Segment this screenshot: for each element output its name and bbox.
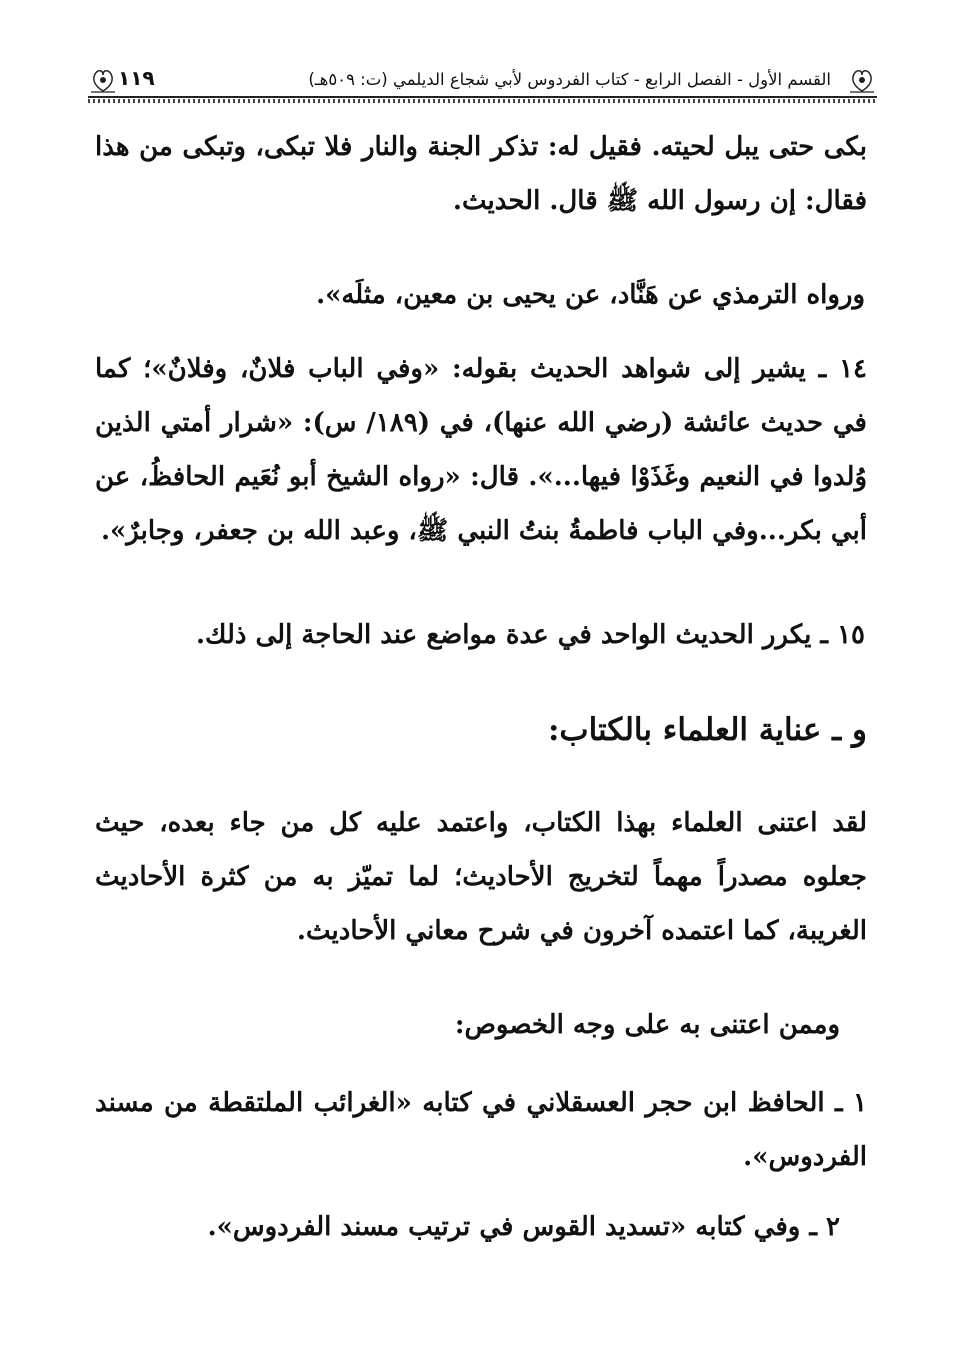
running-header [88,62,877,102]
list-item-1: ١ ـ الحافظ ابن حجر العسقلاني في كتابه «الغرائب الملتقطة من مسند الفردوس». [95,1088,867,1172]
running-header-title: القسم الأول - الفصل الرابع - كتاب الفردوس لأبي شجاع الديلمي (ت: ٥٠٩هـ) [308,70,831,89]
floral-ornament-icon [88,64,118,94]
section-heading: و ـ عناية العلماء بالكتاب: [547,712,867,748]
header-rule [88,96,877,98]
paragraph-specific-attention: وممن اعتنى به على وجه الخصوص: [454,1010,840,1040]
list-item-2: ٢ ـ وفي كتابه «تسديد القوس في ترتيب مسند الفردوس». [207,1212,840,1242]
paragraph-scholars-attention: لقد اعتنى العلماء بهذا الكتاب، واعتمد عليه كل من جاء بعده، حيث جعلوه مصدراً مهماً لتخريج الأحاديث؛ لما تميّز به من كثرة الأحاديث الغريبة، كما اعتمده آخرون في شرح معاني الأحاديث. [95,808,867,946]
paragraph-tirmidhi-narration: ورواه الترمذي عن هَنَّاد، عن يحيى بن معين، مثلَه». [316,280,865,310]
header-ornamental-rule [88,99,877,103]
floral-ornament-icon [847,64,877,94]
paragraph-point-14: ١٤ ـ يشير إلى شواهد الحديث بقوله: «وفي الباب فلانٌ، وفلانٌ»؛ كما في حديث عائشة (رضي الله عنها)، في (١٨٩/ س): «شرار أمتي الذين وُلدوا في النعيم وغَذَوْا فيها...». قال: «رواه الشيخ أبو نُعَيم الحافظُ، عن أبي بكر...وفي الباب فاطمةُ بنتُ النبي ﷺ، وعبد الله بن جعفر، وجابرٌ». [95,354,867,546]
paragraph-hadith-ending: بكى حتى يبل لحيته. فقيل له: تذكر الجنة والنار فلا تبكى، وتبكى من هذا فقال: إن رسول الله ﷺ قال. الحديث. [95,132,867,216]
page-number: ١١٩ [118,66,155,90]
paragraph-point-15: ١٥ ـ يكرر الحديث الواحد في عدة مواضع عند الحاجة إلى ذلك. [195,620,865,650]
